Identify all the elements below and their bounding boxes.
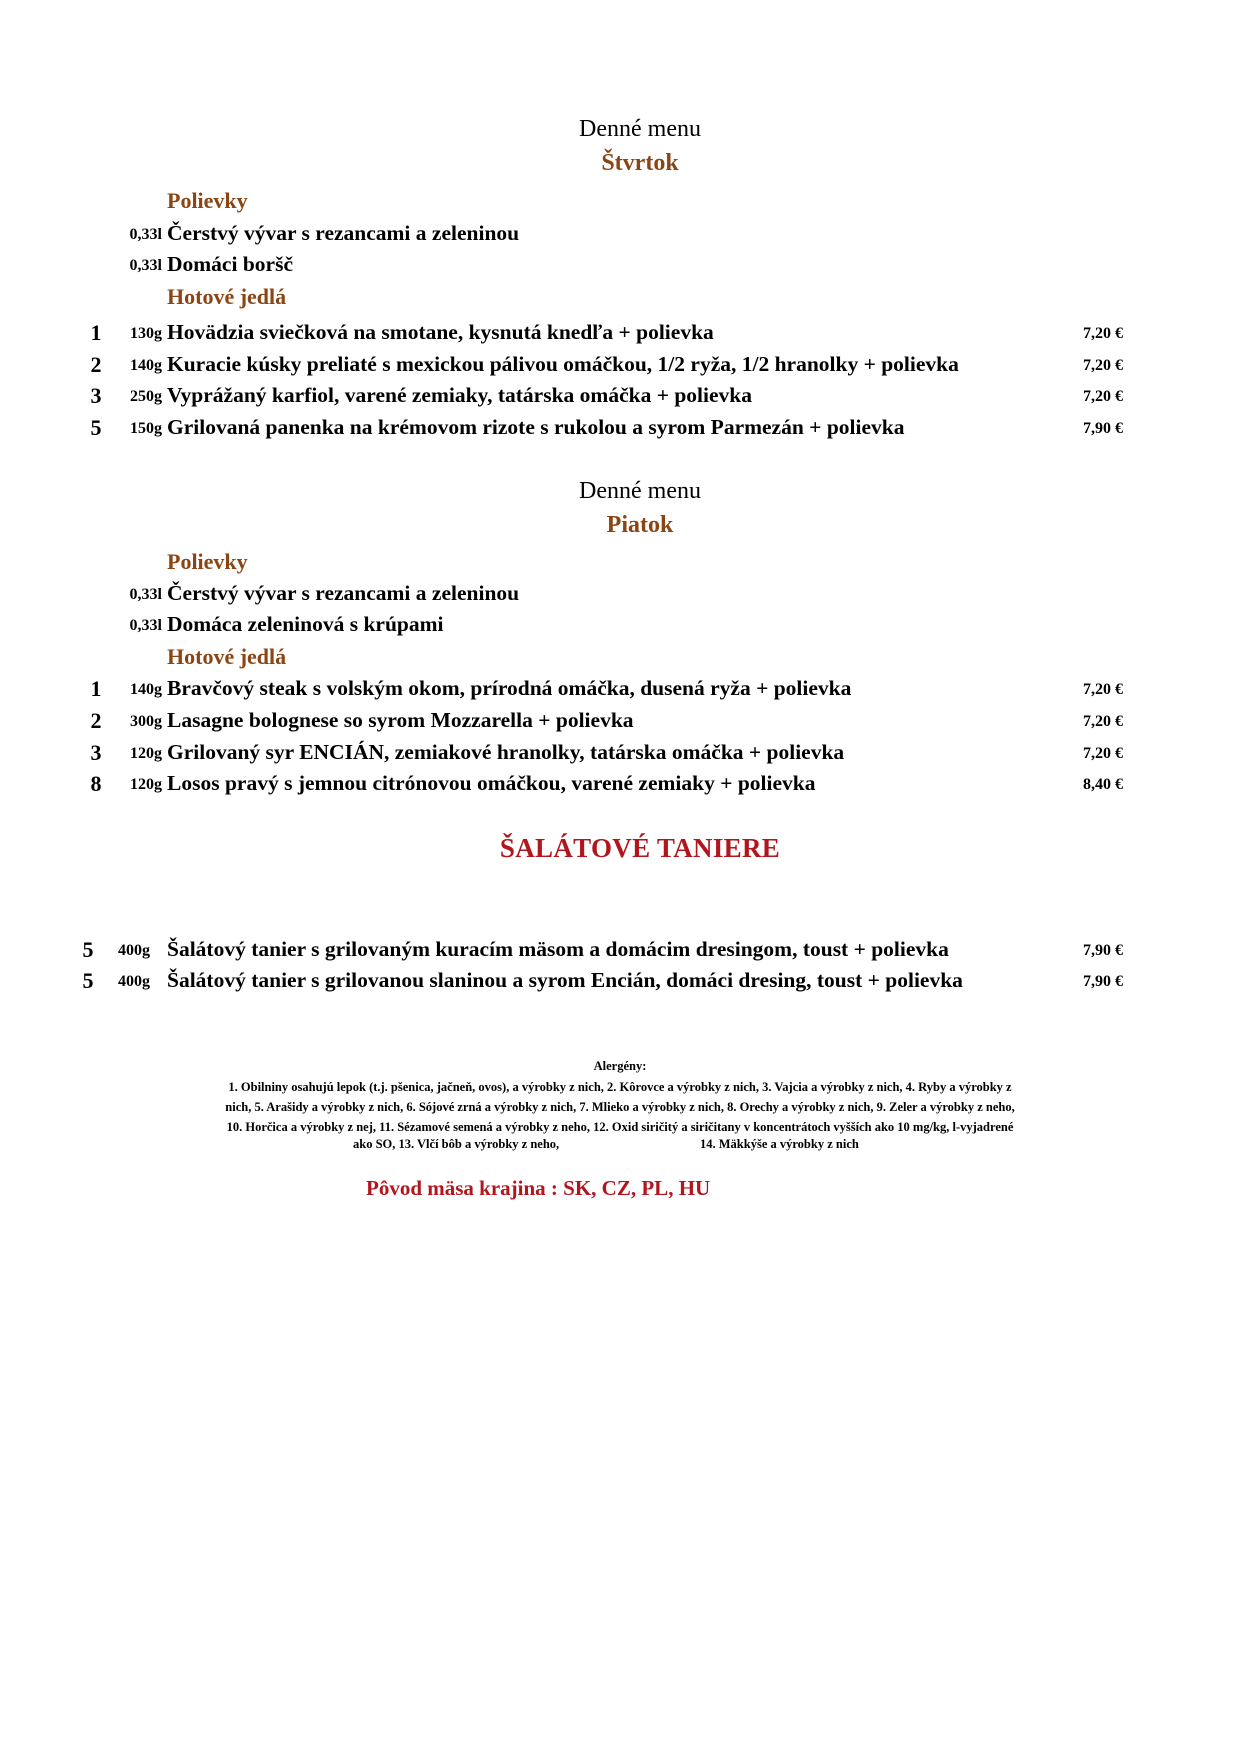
salad-item-price: 7,90 €: [1083, 973, 1123, 990]
soup-item: [0, 612, 1240, 640]
meat-origin-note: Pôvod mäsa krajina : SK, CZ, PL, HU: [366, 1176, 711, 1200]
menu-item-price: 7,20 €: [1083, 681, 1123, 698]
salad-item: [0, 968, 1240, 996]
salad-plates-title: ŠALÁTOVÉ TANIERE: [499, 833, 781, 863]
allergens-line: 1. Obilniny osahujú lepok (t.j. pšenica, jačneň, ovos), a výrobky z nich, 2. Kôrovce a výrobky z nich, 3. Vajcia a výrobky z nich, 4. Ryby a výrobky z: [228, 1080, 1012, 1094]
menu-item-price: 7,90 €: [1083, 420, 1123, 437]
menu-item: [0, 676, 1240, 704]
menu-item-price: 7,20 €: [1083, 713, 1123, 730]
friday-day-title: Piatok: [606, 512, 674, 538]
menu-item-price: 7,20 €: [1083, 745, 1123, 762]
salad-item-name: Šalátový tanier s grilovaným kuracím mäsom a domácim dresingom, toust + polievka: [167, 937, 949, 961]
menu-item-number: 8: [90, 771, 102, 796]
menu-item-name: Hovädzia sviečková na smotane, kysnutá knedľa + polievka: [167, 320, 714, 344]
menu-item-number: 5: [90, 415, 102, 440]
menu-item-price: 7,20 €: [1083, 357, 1123, 374]
soup-item: [0, 252, 1240, 280]
menu-item: [0, 320, 1240, 348]
thursday-day-title: Štvrtok: [601, 150, 679, 176]
menu-item-price: 8,40 €: [1083, 776, 1123, 793]
soup-name: Domáci boršč: [167, 252, 293, 276]
menu-item-weight: 120g: [130, 776, 162, 793]
menu-item-number: 2: [90, 708, 102, 733]
menu-item-weight: 140g: [130, 357, 162, 374]
allergens-line: 14. Mäkkýše a výrobky z nich: [700, 1137, 859, 1151]
menu-item-number: 3: [90, 383, 102, 408]
soup-quantity: 0,33l: [129, 257, 162, 274]
menu-item-name: Bravčový steak s volským okom, prírodná omáčka, dusená ryža + polievka: [167, 676, 852, 700]
menu-item-name: Grilovaný syr ENCIÁN, zemiakové hranolky, tatárska omáčka + polievka: [167, 740, 845, 764]
soup-quantity: 0,33l: [129, 617, 162, 634]
menu-item: [0, 708, 1240, 736]
menu-item: [0, 415, 1240, 443]
menu-item-weight: 250g: [130, 388, 162, 405]
menu-item-number: 1: [90, 676, 102, 701]
salad-item-price: 7,90 €: [1083, 942, 1123, 959]
menu-item-name: Kuracie kúsky preliaté s mexickou pálivou omáčkou, 1/2 ryža, 1/2 hranolky + polievka: [167, 352, 959, 376]
menu-item-weight: 140g: [130, 681, 162, 698]
soup-name: Čerstvý vývar s rezancami a zeleninou: [167, 221, 520, 245]
menu-item-price: 7,20 €: [1083, 325, 1123, 342]
menu-item-name: Grilovaná panenka na krémovom rizote s rukolou a syrom Parmezán + polievka: [167, 415, 905, 439]
menu-item-name: Vyprážaný karfiol, varené zemiaky, tatárska omáčka + polievka: [167, 383, 752, 407]
friday-soups-heading: Polievky: [167, 549, 248, 574]
menu-item-weight: 300g: [130, 713, 162, 730]
soup-name: Čerstvý vývar s rezancami a zeleninou: [167, 581, 520, 605]
salad-item-number: 5: [82, 937, 94, 962]
menu-item-weight: 150g: [130, 420, 162, 437]
menu-item-number: 2: [90, 352, 102, 377]
menu-item: [0, 771, 1240, 799]
menu-item: [0, 352, 1240, 380]
salad-item: [0, 937, 1240, 965]
menu-item-number: 1: [90, 320, 102, 345]
allergens-line: 10. Horčica a výrobky z nej, 11. Sézamové semená a výrobky z neho, 12. Oxid siričitý a siričitany v koncentrátoch vyšších ako 10 mg/kg, l-vyjadrené: [226, 1120, 1014, 1134]
menu-item-price: 7,20 €: [1083, 388, 1123, 405]
menu-item-weight: 120g: [130, 745, 162, 762]
soup-quantity: 0,33l: [129, 226, 162, 243]
allergens-line: nich, 5. Arašidy a výrobky z nich, 6. Sójové zrná a výrobky z nich, 7. Mlieko a výrobky z nich, 8. Orechy a výrobky z nich, 9. Zeler a výrobky z neho,: [225, 1100, 1015, 1114]
thursday-mains-heading: Hotové jedlá: [167, 284, 287, 309]
allergens-line: ako SO, 13. Vlčí bôb a výrobky z neho,: [353, 1137, 560, 1151]
salad-item-name: Šalátový tanier s grilovanou slaninou a syrom Encián, domáci dresing, toust + polievka: [167, 968, 963, 992]
soup-quantity: 0,33l: [129, 586, 162, 603]
salad-item-weight: 400g: [118, 942, 150, 959]
menu-item-name: Lasagne bolognese so syrom Mozzarella + polievka: [167, 708, 634, 732]
menu-item-number: 3: [90, 740, 102, 765]
menu-item-weight: 130g: [130, 325, 162, 342]
allergens-title: Alergény:: [593, 1059, 647, 1073]
friday-menu-heading: Denné menu: [579, 478, 701, 504]
menu-item: [0, 383, 1240, 411]
menu-item-name: Losos pravý s jemnou citrónovou omáčkou, varené zemiaky + polievka: [167, 771, 816, 795]
thursday-soups-heading: Polievky: [167, 188, 248, 213]
friday-mains-heading: Hotové jedlá: [167, 644, 287, 669]
soup-item: [0, 581, 1240, 609]
menu-item: [0, 740, 1240, 768]
soup-name: Domáca zeleninová s krúpami: [167, 612, 444, 636]
thursday-menu-heading: Denné menu: [579, 116, 701, 142]
soup-item: [0, 221, 1240, 249]
salad-item-number: 5: [82, 968, 94, 993]
salad-item-weight: 400g: [118, 973, 150, 990]
